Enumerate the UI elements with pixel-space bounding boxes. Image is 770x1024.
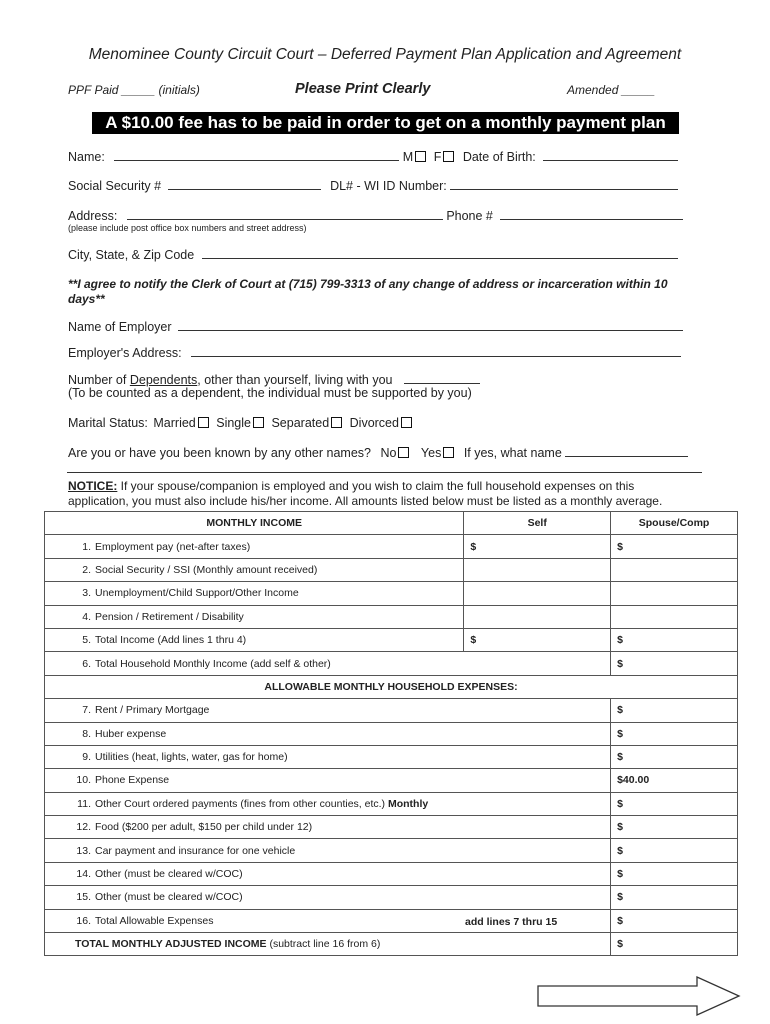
line-number: 4.: [82, 610, 91, 623]
total-expenses-cell[interactable]: $: [611, 909, 738, 932]
row-label: Car payment and insurance for one vehicle: [95, 844, 296, 857]
male-checkbox[interactable]: [415, 151, 426, 162]
no-checkbox[interactable]: [398, 447, 409, 458]
other-names-row: [68, 445, 688, 460]
self-header: Self: [464, 512, 611, 535]
table-row: [45, 605, 738, 628]
table-row: [45, 699, 738, 722]
table-row: [45, 816, 738, 839]
separated-label: Separated: [271, 416, 330, 430]
expenses-header: ALLOWABLE MONTHLY HOUSEHOLD EXPENSES:: [45, 675, 738, 698]
employer-address-input[interactable]: [191, 345, 681, 357]
expense-amount-cell[interactable]: $: [611, 722, 738, 745]
expense-amount-cell[interactable]: $: [611, 699, 738, 722]
line-number: 6.: [82, 657, 91, 670]
line-number: 13.: [76, 844, 91, 857]
form-title: Menominee County Circuit Court – Deferred Payment Plan Application and Agreement: [88, 46, 682, 63]
spouse-amount-cell[interactable]: [611, 582, 738, 605]
line-number: 1.: [82, 540, 91, 553]
table-row: [45, 769, 738, 792]
self-amount-cell[interactable]: $: [464, 628, 611, 651]
row-label: Total Allowable Expenses: [95, 914, 214, 927]
dependents-text-a: Number of: [68, 373, 130, 387]
agreement-line-2: days**: [68, 292, 105, 306]
notice-label: NOTICE:: [68, 479, 118, 493]
household-income-cell[interactable]: $: [611, 652, 738, 675]
spouse-amount-cell[interactable]: $: [611, 628, 738, 651]
total-label: TOTAL MONTHLY ADJUSTED INCOME: [75, 938, 267, 951]
next-page-arrow-icon: [537, 976, 741, 1018]
row-label: Huber expense: [95, 727, 167, 740]
marital-label: Marital Status:: [68, 416, 148, 430]
line-number: 10.: [76, 774, 91, 787]
table-row: [45, 792, 738, 815]
spouse-amount-cell[interactable]: [611, 558, 738, 581]
female-checkbox[interactable]: [443, 151, 454, 162]
line-number: 7.: [82, 704, 91, 717]
table-row: [45, 722, 738, 745]
row-label: Unemployment/Child Support/Other Income: [95, 587, 299, 600]
dependents-text-b: , other than yourself, living with you: [197, 373, 393, 387]
phone-input[interactable]: [500, 208, 683, 220]
table-row: [45, 909, 738, 932]
line-number: 3.: [82, 587, 91, 600]
female-label: F: [433, 150, 442, 164]
row-label: Rent / Primary Mortgage: [95, 704, 210, 717]
address-input[interactable]: [127, 208, 443, 220]
other-name-input[interactable]: [565, 445, 688, 457]
employer-label: Name of Employer: [68, 320, 172, 334]
city-row: [68, 247, 678, 262]
dob-input[interactable]: [543, 149, 678, 161]
expense-amount-cell[interactable]: $: [611, 839, 738, 862]
male-label: M: [402, 150, 414, 164]
notice-text-1: If your spouse/companion is employed and you wish to claim the full household expenses on this: [117, 479, 635, 493]
line-number: 11.: [77, 797, 91, 810]
row-label: Utilities (heat, lights, water, gas for home): [95, 751, 288, 764]
spouse-header: Spouse/Comp: [611, 512, 738, 535]
line-number: 12.: [76, 821, 91, 834]
phone-label: Phone #: [446, 209, 493, 223]
line-number: 14.: [76, 868, 91, 881]
line-number: 5.: [82, 634, 91, 647]
line-number: 15.: [76, 891, 91, 904]
married-checkbox[interactable]: [198, 417, 209, 428]
dependents-note: (To be counted as a dependent, the individual must be supported by you): [68, 386, 472, 400]
ssn-row: [68, 178, 678, 193]
single-checkbox[interactable]: [253, 417, 264, 428]
separated-checkbox[interactable]: [331, 417, 342, 428]
address-note: (please include post office box numbers and street address): [68, 223, 307, 233]
row-label: Total Household Monthly Income (add self & other): [95, 657, 331, 670]
row-label: Phone Expense: [95, 774, 170, 787]
table-header-row: [45, 512, 738, 535]
line-number: 8.: [82, 727, 91, 740]
spouse-amount-cell[interactable]: $: [611, 535, 738, 558]
line-number: 9.: [82, 751, 91, 764]
notice-line-2: application, you must also include his/her income. All amounts listed below must be listed as a monthly average.: [68, 494, 663, 508]
expenses-header-row: [45, 675, 738, 698]
total-row: [45, 933, 738, 956]
dl-label: DL# - WI ID Number:: [330, 179, 447, 193]
married-label: Married: [153, 416, 196, 430]
address-row: [68, 208, 683, 223]
row-label: Employment pay (net-after taxes): [95, 540, 251, 553]
table-row: [45, 628, 738, 651]
dob-label: Date of Birth:: [462, 150, 536, 164]
self-amount-cell[interactable]: $: [464, 535, 611, 558]
table-row: [45, 558, 738, 581]
divorced-checkbox[interactable]: [401, 417, 412, 428]
name-label: Name:: [68, 150, 105, 164]
dependents-row: [68, 372, 480, 387]
other-names-label: Are you or have you been known by any other names?: [68, 446, 371, 460]
city-input[interactable]: [202, 247, 678, 259]
row-label: Other (must be cleared w/COC): [95, 891, 243, 904]
employer-input[interactable]: [178, 319, 683, 331]
table-row: [45, 582, 738, 605]
name-row: [68, 149, 678, 164]
divorced-label: Divorced: [349, 416, 399, 430]
amended-label: Amended _____: [567, 83, 656, 97]
print-clearly-label: Please Print Clearly: [295, 81, 431, 97]
phone-expense-amount: $40.00: [611, 769, 738, 792]
no-label: No: [380, 446, 397, 460]
agreement-line-1: **I agree to notify the Clerk of Court at (715) 799-3313 of any change of address or incarceration within 10: [68, 277, 668, 291]
employer-row: [68, 319, 683, 334]
self-amount-cell[interactable]: [464, 605, 611, 628]
table-row: [45, 839, 738, 862]
name-input[interactable]: [114, 149, 399, 161]
ssn-input[interactable]: [168, 178, 321, 190]
expense-amount-cell[interactable]: $: [611, 792, 738, 815]
expense-amount-cell[interactable]: $: [611, 862, 738, 885]
row-label: Other (must be cleared w/COC): [95, 868, 243, 881]
table-row: [45, 745, 738, 768]
expense-amount-cell[interactable]: $: [611, 745, 738, 768]
ppf-paid-label: PPF Paid _____ (initials): [68, 83, 200, 97]
self-amount-cell[interactable]: [464, 558, 611, 581]
table-row: [45, 535, 738, 558]
fee-banner: A $10.00 fee has to be paid in order to get on a monthly payment plan: [92, 112, 679, 134]
line-number: 16.: [76, 914, 91, 927]
monthly-label: Monthly: [387, 797, 429, 810]
row-label: Social Security / SSI (Monthly amount received): [95, 563, 318, 576]
expense-amount-cell[interactable]: $: [611, 886, 738, 909]
marital-row: [68, 416, 412, 430]
employer-address-row: [68, 345, 681, 360]
line-number: 2.: [82, 563, 91, 576]
divider: [67, 472, 702, 473]
table-row: [45, 862, 738, 885]
dependents-word: Dependents: [129, 373, 198, 387]
table-row: [45, 886, 738, 909]
row-label: Pension / Retirement / Disability: [95, 610, 244, 623]
row-label: Other Court ordered payments (fines from other counties, etc.): [95, 797, 386, 810]
city-label: City, State, & Zip Code: [68, 248, 195, 262]
table-row: [45, 652, 738, 675]
total-note: (subtract line 16 from 6): [266, 938, 381, 951]
yes-checkbox[interactable]: [443, 447, 454, 458]
add-lines-note: add lines 7 thru 15: [465, 915, 558, 928]
address-label: Address:: [68, 209, 118, 223]
spouse-amount-cell[interactable]: [611, 605, 738, 628]
employer-address-label: Employer's Address:: [68, 346, 182, 360]
row-label: Food ($200 per adult, $150 per child under 12): [95, 821, 313, 834]
dependents-input[interactable]: [404, 372, 480, 384]
expense-amount-cell[interactable]: $: [611, 816, 738, 839]
total-adjusted-cell[interactable]: $: [611, 933, 738, 956]
single-label: Single: [216, 416, 251, 430]
notice-line-1: [68, 479, 634, 493]
if-yes-label: If yes, what name: [463, 446, 562, 460]
income-expense-table: [44, 511, 738, 956]
self-amount-cell[interactable]: [464, 582, 611, 605]
yes-label: Yes: [420, 446, 442, 460]
monthly-income-header: MONTHLY INCOME: [45, 512, 464, 535]
ssn-label: Social Security #: [68, 179, 162, 193]
dl-input[interactable]: [450, 178, 678, 190]
row-label: Total Income (Add lines 1 thru 4): [95, 634, 247, 647]
